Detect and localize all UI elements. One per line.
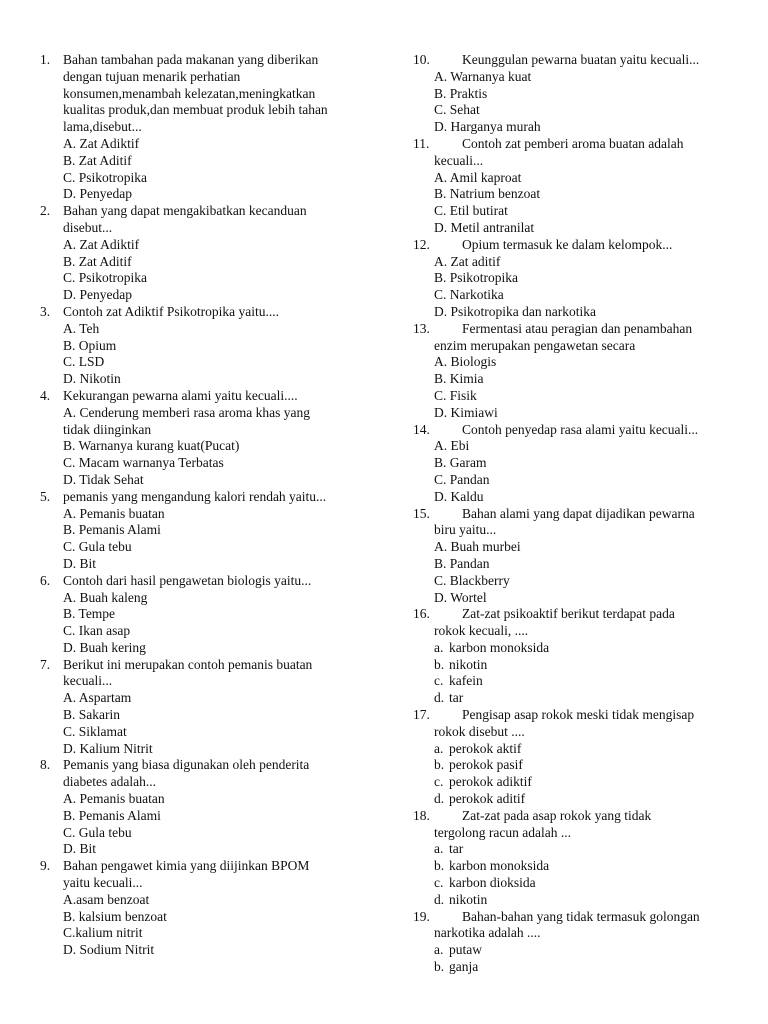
question-stem-line: Zat-zat pada asap rokok yang tidak	[462, 807, 652, 823]
question-number: 8.	[40, 757, 51, 773]
answer-option: B. Psikotropika	[434, 270, 519, 286]
option-letter: d.	[434, 791, 445, 807]
answer-option: D. Kimiawi	[434, 404, 498, 420]
question-stem-line: lama,disebut...	[63, 119, 142, 135]
question-stem-line: Berikut ini merupakan contoh pemanis buatan	[63, 656, 313, 672]
answer-option: C. Gula tebu	[63, 539, 132, 555]
answer-option: D. Wortel	[434, 589, 487, 605]
answer-option: B. kalsium benzoat	[63, 908, 167, 924]
question-number: 1.	[40, 52, 51, 67]
answer-option: A. Amil kaproat	[434, 169, 522, 185]
question-stem-line: Bahan pengawet kimia yang diijinkan BPOM	[63, 858, 310, 874]
option-letter: b.	[434, 858, 445, 874]
answer-option: C. Psikotropika	[63, 169, 148, 185]
question-stem-line: yaitu kecuali...	[63, 875, 143, 891]
answer-option: D. Penyedap	[63, 287, 132, 303]
answer-option: C. Etil butirat	[434, 203, 508, 219]
question-stem-line: Zat-zat psikoaktif berikut terdapat pada	[462, 606, 675, 622]
answer-option	[434, 959, 745, 976]
answer-option: C. Blackberry	[434, 572, 510, 588]
answer-option	[434, 673, 745, 690]
question-stem-line: konsumen,menambah kelezatan,meningkatkan	[63, 85, 316, 101]
answer-option: D. Buah kering	[63, 639, 146, 655]
question-stem-line: Pengisap asap rokok meski tidak mengisap	[462, 707, 695, 723]
question-7	[40, 657, 372, 758]
answer-option: A. Zat Adiktif	[63, 236, 140, 252]
question-stem-line: narkotika adalah ....	[434, 925, 541, 941]
answer-option: B. Zat Aditif	[63, 253, 132, 269]
question-stem-line: Contoh zat pemberi aroma buatan adalah	[462, 135, 684, 151]
option-letter: a.	[434, 841, 444, 857]
answer-option: B. Zat Aditif	[63, 152, 132, 168]
answer-option: C. Siklamat	[63, 723, 127, 739]
option-letter: c.	[434, 774, 444, 790]
answer-option	[434, 690, 745, 707]
answer-option: C. Psikotropika	[63, 270, 148, 286]
option-text: ganja	[449, 959, 479, 975]
question-14	[413, 422, 745, 506]
question-18	[413, 808, 745, 909]
question-10	[413, 52, 745, 136]
question-6	[40, 573, 372, 657]
question-number: 17.	[413, 707, 430, 723]
question-number: 15.	[413, 505, 430, 521]
question-number: 16.	[413, 606, 430, 622]
question-16	[413, 606, 745, 707]
question-stem-line: Bahan tambahan pada makanan yang diberikan	[63, 52, 319, 67]
answer-option: A. Ebi	[434, 438, 470, 454]
question-stem-line: kecuali...	[63, 673, 113, 689]
answer-option: B. Opium	[63, 337, 117, 353]
left-column	[40, 52, 372, 959]
question-number: 5.	[40, 488, 51, 504]
option-text: perokok adiktif	[449, 774, 532, 790]
answer-option: B. Pemanis Alami	[63, 522, 161, 538]
answer-option: B. Natrium benzoat	[434, 186, 541, 202]
question-15	[413, 506, 745, 607]
answer-option: C. Sehat	[434, 102, 480, 118]
answer-option	[434, 640, 745, 657]
answer-option	[434, 892, 745, 909]
question-number: 4.	[40, 387, 51, 403]
answer-option: A.asam benzoat	[63, 891, 150, 907]
answer-option	[434, 841, 745, 858]
question-stem	[413, 909, 745, 943]
answer-option: A. Buah murbei	[434, 539, 521, 555]
answer-option: B. Pemanis Alami	[63, 807, 161, 823]
option-text: karbon dioksida	[449, 875, 536, 891]
option-text: putaw	[449, 942, 482, 958]
question-number: 6.	[40, 572, 51, 588]
answer-option: A. Buah kaleng	[63, 589, 148, 605]
question-stem	[413, 707, 745, 741]
question-9	[40, 858, 372, 959]
question-number: 12.	[413, 236, 430, 252]
answer-option: A. Zat Adiktif	[63, 135, 140, 151]
question-5	[40, 489, 372, 573]
question-number: 14.	[413, 421, 430, 437]
answer-option: D. Kaldu	[434, 488, 484, 504]
option-text: tar	[449, 841, 464, 857]
answer-option: A. Pemanis buatan	[63, 791, 165, 807]
answer-option	[434, 791, 745, 808]
question-stem-line: enzim merupakan pengawetan secara	[434, 337, 636, 353]
option-text: nikotin	[449, 656, 488, 672]
option-text: perokok pasif	[449, 757, 523, 773]
option-letter: a.	[434, 942, 444, 958]
question-stem	[413, 422, 745, 439]
answer-option: D. Harganya murah	[434, 119, 541, 135]
question-17	[413, 707, 745, 808]
question-number: 11.	[413, 135, 430, 151]
question-number: 7.	[40, 656, 51, 672]
answer-option	[434, 858, 745, 875]
answer-option: C. Pandan	[434, 471, 490, 487]
option-letter: b.	[434, 656, 445, 672]
answer-option: C. Narkotika	[434, 287, 504, 303]
answer-option: A. Zat aditif	[434, 253, 501, 269]
answer-option: C.kalium nitrit	[63, 925, 143, 941]
question-1	[40, 52, 372, 203]
question-stem-line: Fermentasi atau peragian dan penambahan	[462, 320, 693, 336]
question-stem-line: Bahan yang dapat mengakibatkan kecanduan	[63, 203, 307, 219]
answer-option: A. Aspartam	[63, 690, 132, 706]
question-11	[413, 136, 745, 237]
answer-option: A. Pemanis buatan	[63, 505, 165, 521]
answer-option: C. LSD	[63, 354, 105, 370]
option-text: perokok aditif	[449, 791, 526, 807]
question-stem-line: diabetes adalah...	[63, 774, 156, 790]
answer-option: D. Kalium Nitrit	[63, 740, 153, 756]
question-stem-line: Opium termasuk ke dalam kelompok...	[462, 236, 673, 252]
answer-option: C. Ikan asap	[63, 623, 131, 639]
question-stem-line: Bahan alami yang dapat dijadikan pewarna	[462, 505, 695, 521]
answer-option	[434, 774, 745, 791]
question-stem	[413, 136, 745, 170]
answer-option: C. Fisik	[434, 387, 477, 403]
option-letter: b.	[434, 757, 445, 773]
answer-option	[434, 942, 745, 959]
answer-option: D. Metil antranilat	[434, 219, 535, 235]
question-stem-line: pemanis yang mengandung kalori rendah yaitu...	[63, 488, 327, 504]
question-stem-line: Bahan-bahan yang tidak termasuk golongan	[462, 908, 700, 924]
question-stem	[413, 321, 745, 355]
answer-option: D. Penyedap	[63, 186, 132, 202]
answer-option: B. Tempe	[63, 606, 116, 622]
answer-option: B. Pandan	[434, 555, 490, 571]
answer-option: B. Warnanya kurang kuat(Pucat)	[63, 438, 240, 454]
question-stem-line: kecuali...	[434, 152, 484, 168]
question-number: 2.	[40, 203, 51, 219]
question-stem-line: Contoh dari hasil pengawetan biologis yaitu...	[63, 572, 312, 588]
option-text: nikotin	[449, 891, 488, 907]
question-stem	[413, 237, 745, 254]
question-stem-line: tergolong racun adalah ...	[434, 824, 571, 840]
question-stem-line: biru yaitu...	[434, 522, 497, 538]
answer-option	[434, 741, 745, 758]
question-2	[40, 203, 372, 304]
question-stem-line: Kekurangan pewarna alami yaitu kecuali....	[63, 387, 298, 403]
answer-option: B. Garam	[434, 455, 487, 471]
answer-option	[434, 657, 745, 674]
question-stem-line: Contoh penyedap rasa alami yaitu kecuali...	[462, 421, 699, 437]
question-13	[413, 321, 745, 422]
right-column	[413, 52, 745, 976]
question-stem-line: Pemanis yang biasa digunakan oleh penderita	[63, 757, 310, 773]
answer-option: D. Bit	[63, 555, 97, 571]
option-letter: a.	[434, 740, 444, 756]
question-12	[413, 237, 745, 321]
question-3	[40, 304, 372, 388]
answer-option: D. Sodium Nitrit	[63, 942, 155, 958]
answer-option: A. Warnanya kuat	[434, 68, 532, 84]
question-4	[40, 388, 372, 489]
question-stem	[413, 808, 745, 842]
option-text: perokok aktif	[449, 740, 522, 756]
answer-option: tidak diinginkan	[63, 421, 152, 437]
answer-option: A. Biologis	[434, 354, 497, 370]
answer-option: B. Praktis	[434, 85, 488, 101]
question-stem	[413, 52, 745, 69]
question-stem-line: Keunggulan pewarna buatan yaitu kecuali...	[462, 52, 700, 67]
option-letter: a.	[434, 639, 444, 655]
question-number: 19.	[413, 908, 430, 924]
answer-option: B. Kimia	[434, 371, 484, 387]
answer-option: D. Nikotin	[63, 371, 121, 387]
question-stem-line: rokok kecuali, ....	[434, 623, 529, 639]
answer-option: C. Gula tebu	[63, 824, 132, 840]
question-stem-line: dengan tujuan menarik perhatian	[63, 68, 241, 84]
answer-option: D. Bit	[63, 841, 97, 857]
answer-option	[434, 757, 745, 774]
option-letter: b.	[434, 959, 445, 975]
question-number: 13.	[413, 320, 430, 336]
option-letter: d.	[434, 891, 445, 907]
option-letter: c.	[434, 875, 444, 891]
option-text: tar	[449, 690, 464, 706]
question-stem-line: rokok disebut ....	[434, 723, 525, 739]
answer-option: A. Teh	[63, 320, 100, 336]
question-stem-line: kualitas produk,dan membuat produk lebih tahan	[63, 102, 328, 118]
option-text: kafein	[449, 673, 483, 689]
answer-option: B. Sakarin	[63, 707, 120, 723]
answer-option: D. Psikotropika dan narkotika	[434, 303, 596, 319]
option-letter: c.	[434, 673, 444, 689]
answer-option: C. Macam warnanya Terbatas	[63, 455, 224, 471]
answer-option: A. Cenderung memberi rasa aroma khas yang	[63, 404, 311, 420]
question-stem-line: Contoh zat Adiktif Psikotropika yaitu....	[63, 303, 279, 319]
option-text: karbon monoksida	[449, 858, 550, 874]
option-letter: d.	[434, 690, 445, 706]
option-text: karbon monoksida	[449, 639, 550, 655]
question-stem	[413, 606, 745, 640]
question-number: 9.	[40, 858, 51, 874]
question-number: 10.	[413, 52, 430, 67]
question-number: 18.	[413, 807, 430, 823]
answer-option	[434, 875, 745, 892]
question-stem	[413, 506, 745, 540]
answer-option: D. Tidak Sehat	[63, 471, 144, 487]
question-19	[413, 909, 745, 976]
question-stem-line: disebut...	[63, 219, 113, 235]
question-number: 3.	[40, 303, 51, 319]
question-8	[40, 757, 372, 858]
